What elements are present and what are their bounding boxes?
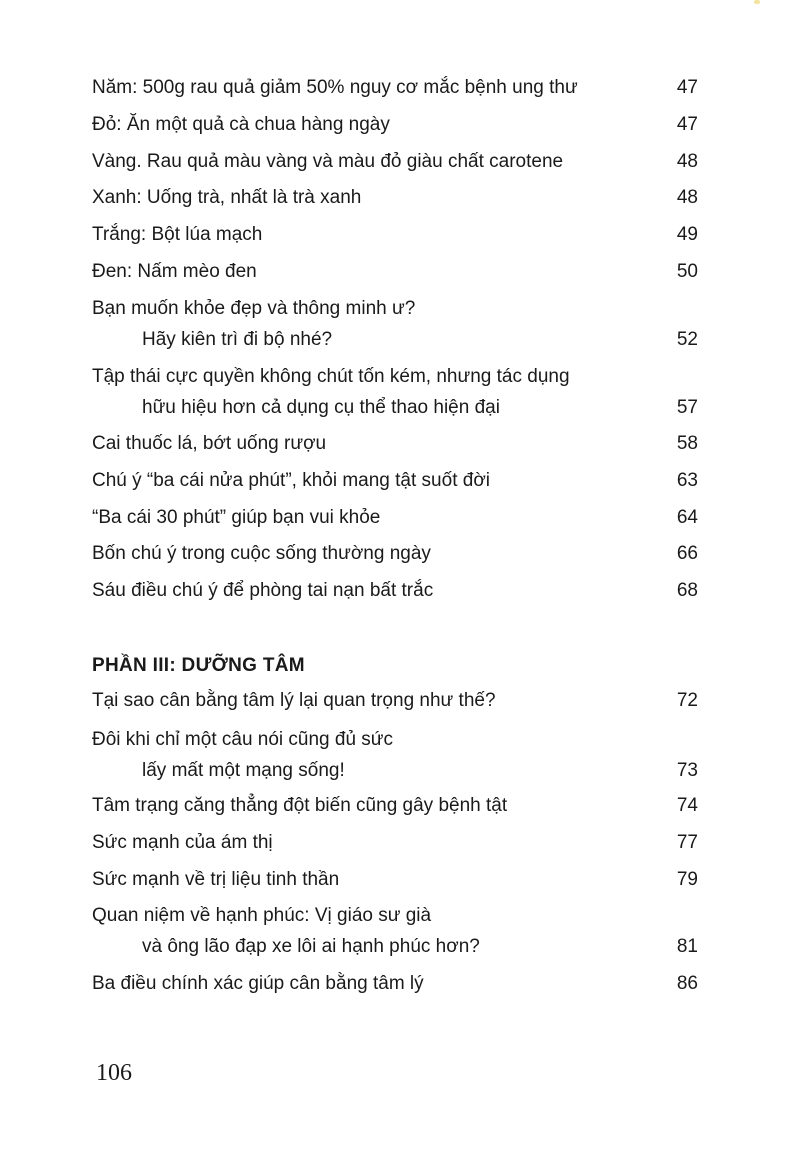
toc-entry bbox=[92, 833, 698, 853]
toc-entry bbox=[92, 188, 698, 208]
toc-entry-page: 57 bbox=[676, 397, 698, 418]
toc-entry-page: 81 bbox=[676, 936, 698, 957]
toc-entry-title: Bạn muốn khỏe đẹp và thông minh ư? bbox=[92, 298, 416, 319]
toc-entry-page: 73 bbox=[676, 760, 698, 781]
toc-entry bbox=[92, 152, 698, 172]
page-number: 106 bbox=[96, 1060, 132, 1086]
toc-entry-page: 68 bbox=[676, 580, 698, 601]
toc-entry-title: Vàng. Rau quả màu vàng và màu đỏ giàu chất carotene bbox=[92, 151, 564, 172]
toc-entry bbox=[92, 225, 698, 245]
toc-entry-page: 58 bbox=[676, 433, 698, 454]
toc-entry bbox=[92, 508, 698, 528]
toc-entry bbox=[92, 299, 698, 350]
toc-entry bbox=[92, 367, 698, 418]
toc-entry-page: 47 bbox=[676, 114, 698, 135]
toc-entry bbox=[92, 471, 698, 491]
toc-entry-page: 48 bbox=[676, 187, 698, 208]
section-heading: PHẦN III: DƯỠNG TÂM bbox=[92, 655, 305, 676]
toc-entry-title: “Ba cái 30 phút” giúp bạn vui khỏe bbox=[92, 507, 381, 528]
toc-entry-title: Cai thuốc lá, bớt uống rượu bbox=[92, 433, 327, 454]
toc-entry-title: Tâm trạng căng thẳng đột biến cũng gây bệnh tật bbox=[92, 795, 508, 816]
toc-entry-title: Năm: 500g rau quả giảm 50% nguy cơ mắc bệnh ung thư bbox=[92, 77, 578, 98]
toc-entry bbox=[92, 581, 698, 601]
toc-entry bbox=[92, 974, 698, 994]
toc-entry-title: Chú ý “ba cái nửa phút”, khỏi mang tật suốt đời bbox=[92, 470, 490, 491]
toc-entry-continuation: Hãy kiên trì đi bộ nhé? bbox=[142, 329, 333, 350]
toc-entry-title: Sức mạnh của ám thị bbox=[92, 832, 273, 853]
toc-entry-page: 47 bbox=[676, 77, 698, 98]
toc-entry bbox=[92, 115, 698, 135]
toc-entry-title: Đen: Nấm mèo đen bbox=[92, 261, 257, 282]
toc-entry bbox=[92, 906, 698, 957]
toc-entry-page: 77 bbox=[676, 832, 698, 853]
toc-entry-title: Sức mạnh về trị liệu tinh thần bbox=[92, 869, 340, 890]
toc-entry-title: Quan niệm về hạnh phúc: Vị giáo sư già bbox=[92, 905, 432, 926]
toc-entry-page: 52 bbox=[676, 329, 698, 350]
toc-entry-page: 49 bbox=[676, 224, 698, 245]
toc-entry-page: 63 bbox=[676, 470, 698, 491]
toc-entry bbox=[92, 870, 698, 890]
toc-entry-continuation: và ông lão đạp xe lôi ai hạnh phúc hơn? bbox=[142, 936, 480, 957]
toc-entry bbox=[92, 796, 698, 816]
toc-entry bbox=[92, 262, 698, 282]
toc-entry bbox=[92, 691, 698, 711]
toc-entry-continuation: lấy mất một mạng sống! bbox=[142, 760, 345, 781]
page-edge-mark bbox=[754, 0, 760, 4]
toc-entry-page: 72 bbox=[676, 690, 698, 711]
toc-entry-title: Ba điều chính xác giúp cân bằng tâm lý bbox=[92, 973, 424, 994]
toc-entry bbox=[92, 544, 698, 564]
toc-entry-title: Tại sao cân bằng tâm lý lại quan trọng như thế? bbox=[92, 690, 496, 711]
toc-entry-title: Xanh: Uống trà, nhất là trà xanh bbox=[92, 187, 362, 208]
toc-entry bbox=[92, 434, 698, 454]
toc-entry-title: Tập thái cực quyền không chút tốn kém, nhưng tác dụng bbox=[92, 366, 570, 387]
toc-entry-page: 50 bbox=[676, 261, 698, 282]
toc-entry-page: 64 bbox=[676, 507, 698, 528]
toc-entry-page: 48 bbox=[676, 151, 698, 172]
toc-entry-continuation: hữu hiệu hơn cả dụng cụ thể thao hiện đại bbox=[142, 397, 500, 418]
toc-entry bbox=[92, 730, 698, 781]
toc-entry-title: Sáu điều chú ý để phòng tai nạn bất trắc bbox=[92, 580, 434, 601]
toc-entry-page: 86 bbox=[676, 973, 698, 994]
toc-entry-page: 79 bbox=[676, 869, 698, 890]
toc-entry-page: 66 bbox=[676, 543, 698, 564]
toc-entry-title: Đỏ: Ăn một quả cà chua hàng ngày bbox=[92, 114, 390, 135]
toc-entry-page: 74 bbox=[676, 795, 698, 816]
toc-entry-title: Đôi khi chỉ một câu nói cũng đủ sức bbox=[92, 729, 394, 750]
toc-entry bbox=[92, 78, 698, 98]
toc-entry-title: Trắng: Bột lúa mạch bbox=[92, 224, 263, 245]
toc-entry-title: Bốn chú ý trong cuộc sống thường ngày bbox=[92, 543, 431, 564]
